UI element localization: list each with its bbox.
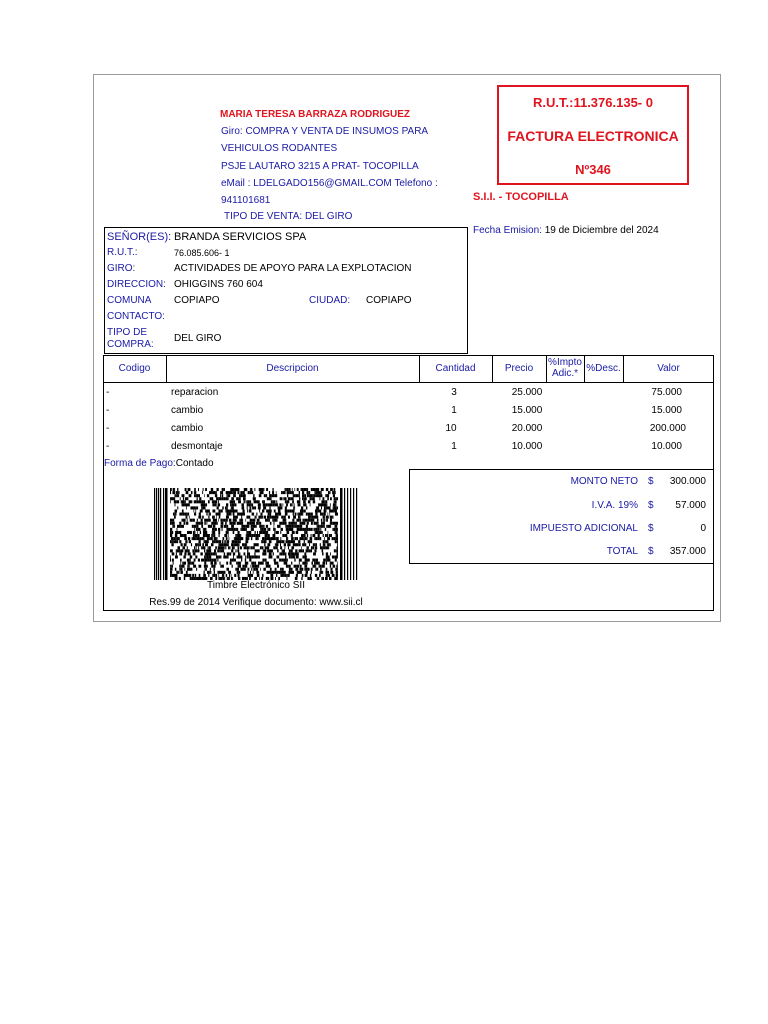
row-2-cantidad: 1	[451, 405, 457, 416]
client-tipo-value: DEL GIRO	[174, 333, 222, 344]
issuer-name: MARIA TERESA BARRAZA RODRIGUEZ	[220, 109, 410, 120]
issuer-giro-line-2: VEHICULOS RODANTES	[221, 143, 338, 154]
verification-note: Res.99 de 2014 Verifique documento: www.sii.cl	[149, 597, 363, 608]
row-4-valor: 10.000	[651, 441, 682, 452]
client-direccion-label: DIRECCION:	[107, 279, 166, 290]
client-ciudad-label: CIUDAD:	[309, 295, 351, 306]
row-2-precio: 15.000	[511, 405, 543, 416]
iva-currency: $	[648, 500, 654, 511]
row-4-cantidad: 1	[451, 441, 457, 452]
client-tipo-label-line-2: COMPRA:	[107, 339, 154, 350]
iva-value: 57.000	[675, 500, 706, 511]
client-box	[104, 227, 468, 354]
row-4-precio: 10.000	[511, 441, 543, 452]
client-senor-value: BRANDA SERVICIOS SPA	[174, 231, 307, 243]
client-tipo-label	[107, 327, 154, 351]
row-3-valor: 200.000	[649, 423, 686, 434]
client-rut-value: 76.085.606- 1	[174, 248, 230, 258]
client-giro-label: GIRO:	[107, 263, 136, 274]
issuer-email: eMail : LDELGADO156@GMAIL.COM Telefono :	[221, 178, 438, 189]
issuer-giro-line-1: Giro: COMPRA Y VENTA DE INSUMOS PARA	[221, 126, 429, 137]
timbre-barcode-image	[154, 488, 358, 580]
header-impto-line-2: Adic.*	[551, 368, 579, 379]
iva-label: I.V.A. 19%	[591, 500, 638, 511]
total-currency: $	[648, 546, 654, 557]
client-contacto-label: CONTACTO:	[107, 311, 165, 322]
row-2-codigo: -	[106, 405, 110, 416]
header-impto-line-1: %Impto	[548, 357, 582, 368]
client-ciudad-value: COPIAPO	[366, 295, 412, 306]
table-header-divider	[103, 382, 714, 383]
payment-label: Forma de Pago:	[104, 458, 176, 469]
client-comuna-label: COMUNA	[107, 295, 152, 306]
header-codigo: Codigo	[118, 363, 151, 374]
sii-office: S.I.I. - TOCOPILLA	[473, 191, 569, 203]
client-senor-label: SEÑOR(ES):	[107, 231, 172, 243]
issuer-sale-type: TIPO DE VENTA: DEL GIRO	[224, 211, 353, 222]
header-impto	[546, 357, 584, 379]
client-comuna-value: COPIAPO	[174, 295, 220, 306]
timbre-caption: Timbre Electrónico SII	[207, 580, 305, 591]
issuer-phone: 941101681	[221, 195, 271, 206]
header-desc: %Desc.	[586, 363, 621, 374]
adicional-label: IMPUESTO ADICIONAL	[529, 523, 638, 534]
row-4-codigo: -	[106, 441, 110, 452]
client-tipo-label-line-1: TIPO DE	[107, 327, 148, 338]
document-rut: R.U.T.:11.376.135- 0	[533, 95, 653, 110]
issuer-address: PSJE LAUTARO 3215 A PRAT- TOCOPILLA	[221, 161, 419, 172]
neto-label: MONTO NETO	[570, 476, 638, 487]
row-4-descripcion: desmontaje	[171, 441, 223, 452]
payment-method	[104, 458, 214, 469]
row-3-cantidad: 10	[445, 423, 457, 434]
row-1-precio: 25.000	[511, 387, 543, 398]
header-descripcion: Descripcion	[266, 363, 319, 374]
row-1-cantidad: 3	[451, 387, 457, 398]
header-cantidad: Cantidad	[435, 363, 476, 374]
header-precio: Precio	[504, 363, 534, 374]
rut-box	[497, 85, 689, 185]
client-giro-value: ACTIVIDADES DE APOYO PARA LA EXPLOTACION	[174, 263, 412, 274]
total-label: TOTAL	[606, 546, 638, 557]
issue-date	[473, 225, 659, 236]
row-3-descripcion: cambio	[171, 423, 204, 434]
issue-date-label: Fecha Emision:	[473, 225, 542, 236]
total-value: 357.000	[669, 546, 706, 557]
payment-value: Contado	[175, 458, 214, 469]
document-type: FACTURA ELECTRONICA	[507, 128, 679, 144]
client-rut-label: R.U.T.:	[107, 247, 138, 258]
document-number: Nº346	[575, 162, 611, 177]
row-2-descripcion: cambio	[171, 405, 204, 416]
header-valor: Valor	[657, 363, 680, 374]
row-1-descripcion: reparacion	[171, 387, 219, 398]
client-direccion-value: OHIGGINS 760 604	[174, 279, 263, 290]
adicional-value: 0	[700, 523, 706, 534]
issue-date-value: 19 de Diciembre del 2024	[544, 225, 659, 236]
adicional-currency: $	[648, 523, 654, 534]
row-3-codigo: -	[106, 423, 110, 434]
row-1-valor: 75.000	[651, 387, 682, 398]
neto-currency: $	[648, 476, 654, 487]
row-2-valor: 15.000	[651, 405, 682, 416]
row-1-codigo: -	[106, 387, 110, 398]
neto-value: 300.000	[669, 476, 706, 487]
row-3-precio: 20.000	[511, 423, 543, 434]
